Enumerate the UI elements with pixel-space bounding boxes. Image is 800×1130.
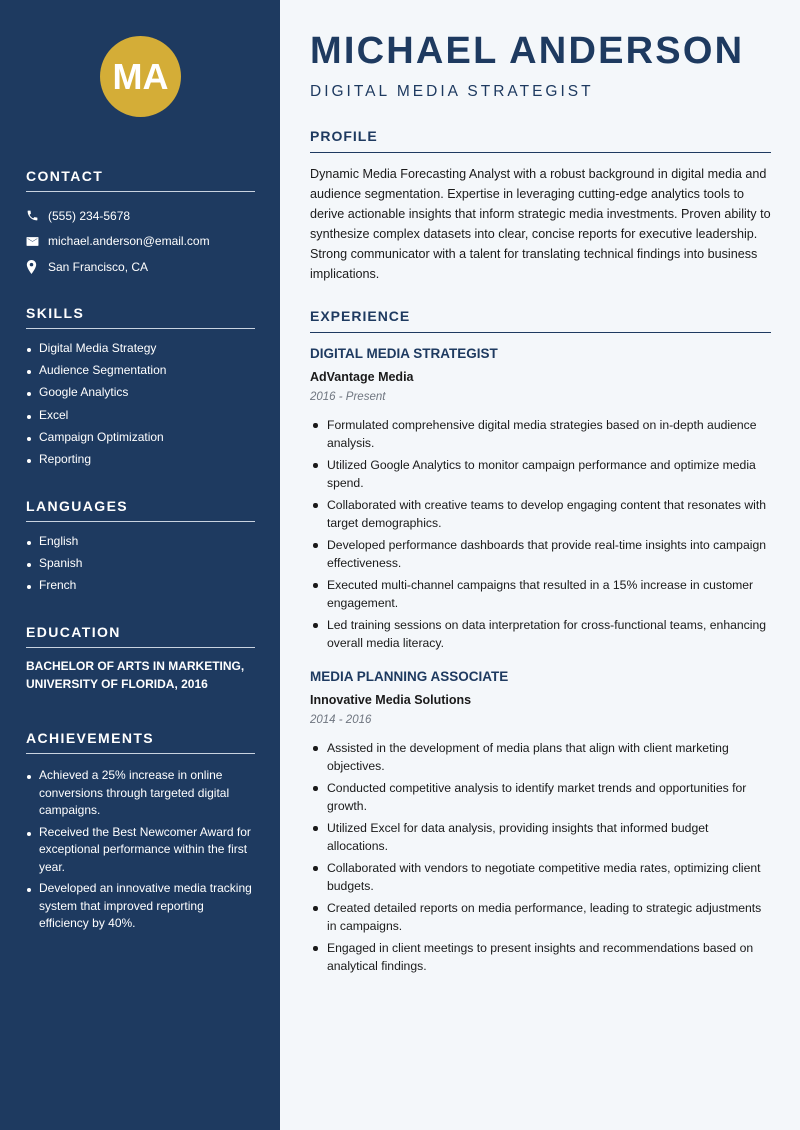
achievement-item: Received the Best Newcomer Award for exceptional performance within the first year. — [26, 824, 255, 877]
job-title: DIGITAL MEDIA STRATEGIST — [310, 346, 498, 361]
location-text: San Francisco, CA — [48, 259, 149, 274]
job-bullet: Created detailed reports on media performance, leading to strategic adjustments in campaigns. — [310, 899, 771, 935]
language-item: Spanish — [26, 556, 255, 578]
skills-list — [26, 341, 255, 474]
job-bullet: Executed multi-channel campaigns that resulted in a 15% increase in customer engagement. — [310, 576, 771, 612]
skill-item: Reporting — [26, 452, 255, 474]
job-bullet: Led training sessions on data interpretation for cross-functional teams, enhancing overall media literacy. — [310, 616, 771, 652]
languages-section — [26, 498, 255, 601]
achievement-item: Achieved a 25% increase in online conversions through targeted digital campaigns. — [26, 767, 255, 820]
job-bullet: Utilized Google Analytics to monitor campaign performance and optimize media spend. — [310, 456, 771, 492]
contact-location — [26, 254, 255, 280]
contact-heading: CONTACT — [26, 168, 255, 192]
experience-heading: EXPERIENCE — [310, 308, 771, 333]
skills-heading: SKILLS — [26, 305, 255, 329]
skills-section — [26, 305, 255, 474]
achievements-list — [26, 767, 255, 933]
contact-section — [26, 168, 255, 280]
skill-item: Digital Media Strategy — [26, 341, 255, 363]
job-bullet: Engaged in client meetings to present insights and recommendations based on analytical findings. — [310, 939, 771, 975]
candidate-name: MICHAEL ANDERSON — [310, 30, 745, 72]
education-school: UNIVERSITY OF FLORIDA, 2016 — [26, 677, 208, 691]
candidate-title: DIGITAL MEDIA STRATEGIST — [310, 83, 594, 100]
job-entry — [310, 669, 771, 979]
job-company: Innovative Media Solutions — [310, 693, 472, 707]
phone-text: (555) 234-5678 — [48, 208, 131, 223]
email-icon — [26, 236, 48, 247]
education-section — [26, 624, 255, 693]
job-company: AdVantage Media — [310, 370, 414, 384]
skill-item: Audience Segmentation — [26, 363, 255, 385]
education-degree: BACHELOR OF ARTS IN MARKETING, — [26, 659, 245, 673]
languages-heading: LANGUAGES — [26, 498, 255, 522]
job-bullet: Assisted in the development of media plans that align with client marketing objectives. — [310, 739, 771, 775]
language-item: French — [26, 578, 255, 600]
job-bullet: Developed performance dashboards that provide real-time insights into campaign effectiveness. — [310, 536, 771, 572]
job-dates: 2014 - 2016 — [310, 714, 372, 726]
skill-item: Campaign Optimization — [26, 430, 255, 452]
phone-icon — [26, 209, 48, 222]
job-bullet: Collaborated with vendors to negotiate competitive media rates, optimizing client budgets. — [310, 859, 771, 895]
contact-email — [26, 229, 255, 255]
education-heading: EDUCATION — [26, 624, 255, 648]
job-bullet: Conducted competitive analysis to identify market trends and opportunities for growth. — [310, 779, 771, 815]
job-bullet: Formulated comprehensive digital media strategies based on in-depth audience analysis. — [310, 416, 771, 452]
job-title: MEDIA PLANNING ASSOCIATE — [310, 669, 509, 684]
skill-item: Excel — [26, 408, 255, 430]
sidebar — [0, 0, 280, 1130]
achievements-heading: ACHIEVEMENTS — [26, 730, 255, 754]
language-item: English — [26, 534, 255, 556]
job-bullet: Utilized Excel for data analysis, providing insights that informed budget allocations. — [310, 819, 771, 855]
skill-item: Google Analytics — [26, 385, 255, 407]
achievements-section — [26, 730, 255, 937]
profile-text: Dynamic Media Forecasting Analyst with a robust background in digital media and audience segmentation. Expertise in leveraging cutting-edge analytics tools to derive actionable insights that inform strategic media investments. Proven ability to synthesize complex datasets into clear, concise reports for executive leadership. Strong communicator with a talent for translating technical findings into business implications. — [310, 167, 771, 282]
email-text: michael.anderson@email.com — [48, 234, 210, 249]
achievement-item: Developed an innovative media tracking system that improved reporting efficiency by 40%. — [26, 880, 255, 933]
job-entry — [310, 346, 771, 656]
job-bullets — [310, 739, 771, 975]
languages-list — [26, 534, 255, 601]
location-pin-icon — [26, 260, 48, 274]
job-dates: 2016 - Present — [310, 391, 386, 403]
job-bullet: Collaborated with creative teams to develop engaging content that resonates with target demographics. — [310, 496, 771, 532]
job-bullets — [310, 416, 771, 652]
contact-phone — [26, 203, 255, 229]
avatar-initials: MA — [100, 36, 181, 117]
profile-heading: PROFILE — [310, 128, 771, 153]
